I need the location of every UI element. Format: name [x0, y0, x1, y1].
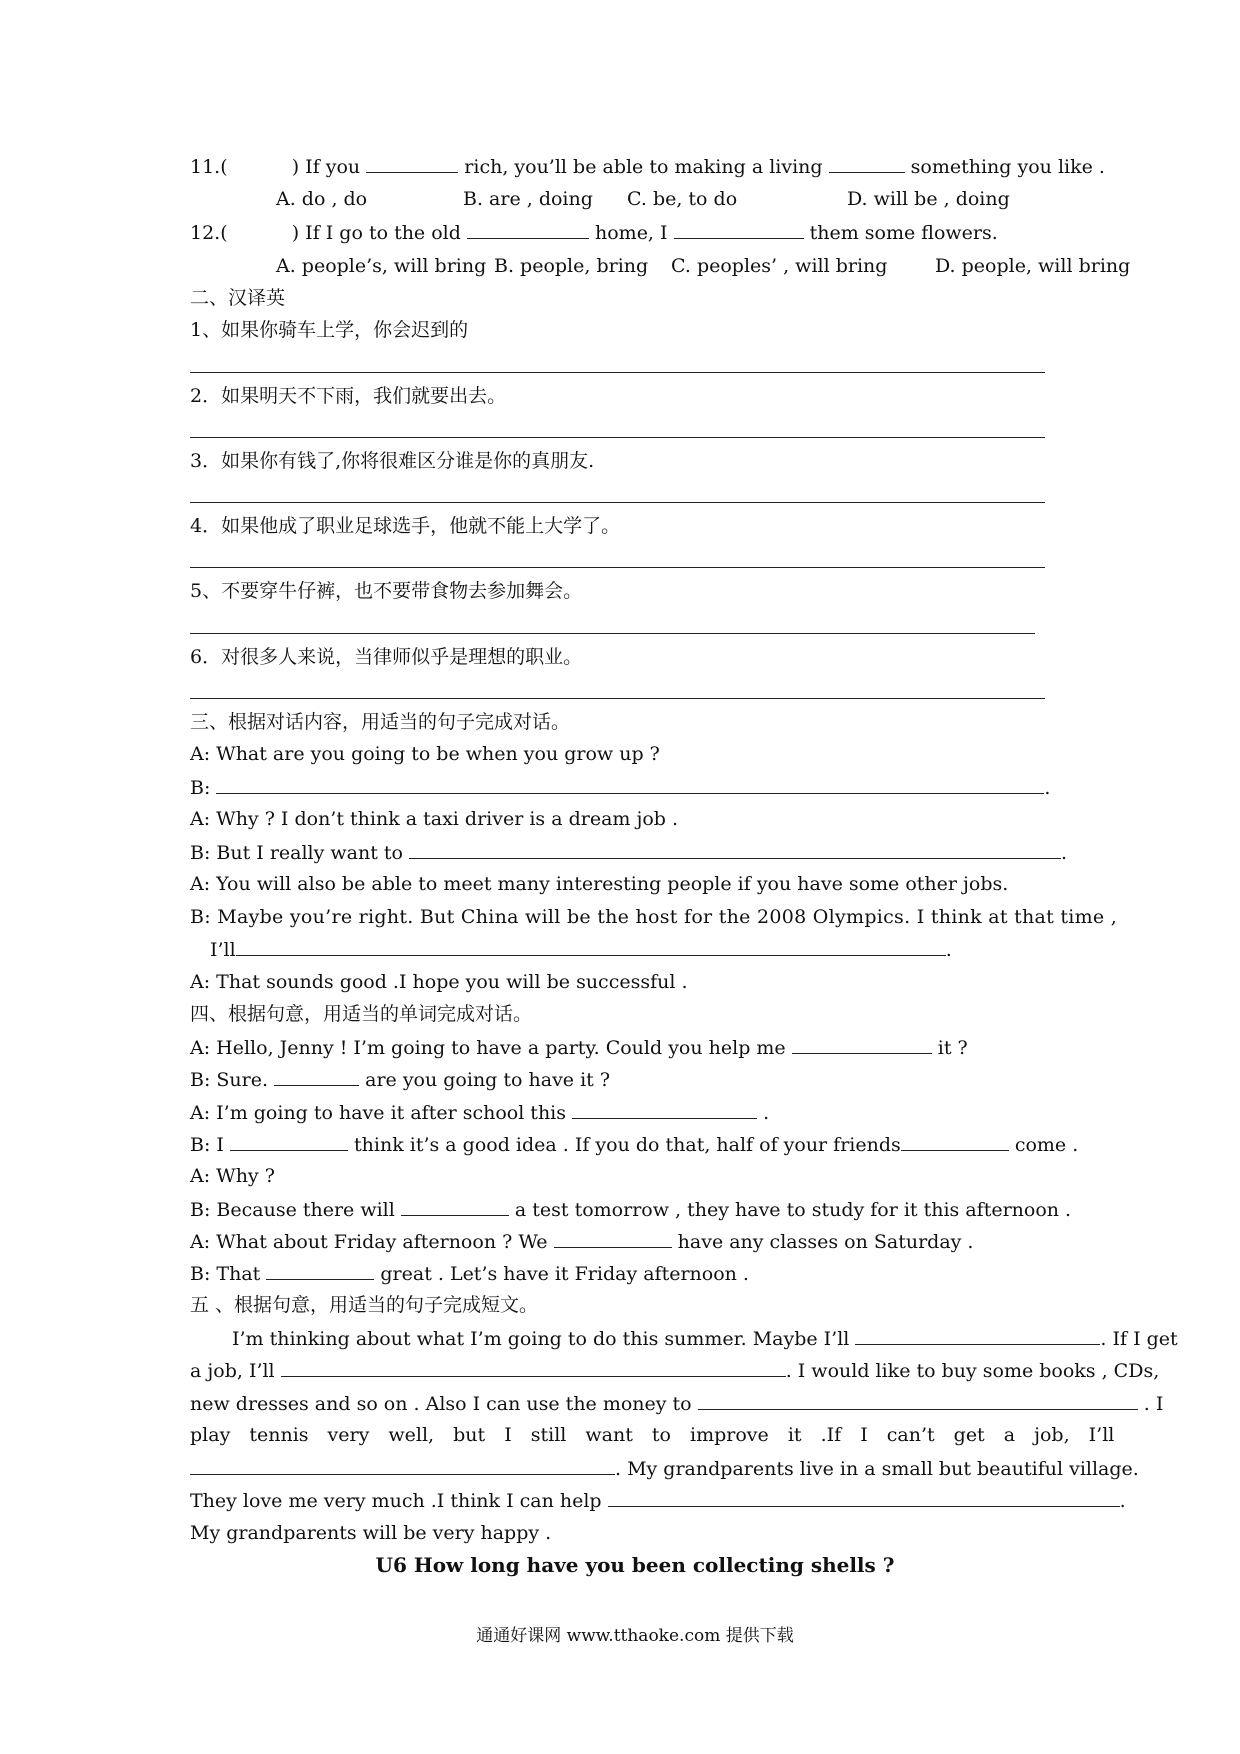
section-2-title: 二、汉译英 [190, 287, 286, 309]
section-4-title: 四、根据句意，用适当的单词完成对话。 [190, 1003, 533, 1025]
passage-line-2-text: a job, I’ll [190, 1360, 275, 1382]
passage-line-3-end: . I [1143, 1393, 1164, 1415]
translation-item-4: 4．如果他成了职业足球选手，他就不能上大学了。 [190, 515, 621, 537]
dialogue-3-line-4-text: B: But I really want to [190, 842, 403, 864]
dialogue-4-line-4-mid: think it’s a good idea . If you do that, half of your friends [354, 1134, 901, 1156]
q11-text-1: ) If you [291, 156, 361, 178]
passage-line-6-text: They love me very much .I think I can help [190, 1490, 602, 1512]
q11-blank-1 [366, 154, 458, 173]
dialogue-4-line-2-end: are you going to have it ? [365, 1069, 611, 1091]
passage-line-6 [190, 1488, 1126, 1513]
dialogue-4-blank-7 [554, 1229, 672, 1248]
dialogue-4-line-4-end: come . [1014, 1134, 1079, 1156]
dialogue-3-line-3: A: Why ? I don’t think a taxi driver is a dream job . [190, 808, 679, 830]
section-5-title: 五 、根据句意，用适当的句子完成短文。 [190, 1294, 539, 1316]
q11-text-2: rich, you’ll be able to making a living [464, 156, 823, 178]
dialogue-3-line-5: A: You will also be able to meet many interesting people if you have some other jobs. [190, 873, 1009, 895]
translation-item-6: 6．对很多人来说，当律师似乎是理想的职业。 [190, 646, 583, 668]
q11-option-a: A. do , do [276, 188, 368, 210]
dialogue-3-line-7 [210, 937, 952, 962]
dialogue-4-line-8 [190, 1261, 749, 1286]
dialogue-4-blank-8 [266, 1261, 374, 1280]
passage-blank-5 [608, 1488, 1120, 1507]
answer-line-4 [190, 567, 1045, 568]
passage-line-4: play tennis very well, but I still want to improve it .If I can’t get a job, I’ll [190, 1424, 1115, 1446]
dialogue-4-line-3 [190, 1100, 769, 1125]
translation-item-1: 1、如果你骑车上学，你会迟到的 [190, 319, 469, 341]
passage-line-1-text: I’m thinking about what I’m going to do this summer. Maybe I’ll [232, 1328, 850, 1350]
translation-item-5: 5、不要穿牛仔裤，也不要带食物去参加舞会。 [190, 580, 583, 602]
q12-number: 12.( [190, 222, 228, 244]
answer-line-5 [190, 633, 1035, 634]
dialogue-4-line-5: A: Why ? [190, 1165, 275, 1187]
period: . [1044, 777, 1051, 799]
dialogue-4-blank-1 [792, 1035, 932, 1054]
q11-option-b: B. are , doing [463, 188, 593, 210]
q11-number: 11.( [190, 156, 228, 178]
passage-line-5-end: . My grandparents live in a small but beautiful village. [615, 1458, 1139, 1480]
passage-line-3 [190, 1391, 1163, 1416]
q12-option-b: B. people, bring [494, 255, 649, 277]
q12-blank-2 [674, 220, 804, 239]
answer-line-6 [190, 698, 1045, 699]
passage-blank-4 [190, 1456, 615, 1475]
dialogue-3-blank-1 [216, 775, 1044, 794]
passage-line-2 [190, 1358, 1159, 1383]
q12-option-d: D. people, will bring [935, 255, 1131, 277]
q11-option-c: C. be, to do [627, 188, 738, 210]
passage-line-3-text: new dresses and so on . Also I can use the money to [190, 1393, 692, 1415]
dialogue-4-line-6-end: a test tomorrow , they have to study for it this afternoon . [514, 1199, 1072, 1221]
passage-line-7: My grandparents will be very happy . [190, 1522, 552, 1544]
dialogue-4-line-7-end: have any classes on Saturday . [677, 1231, 974, 1253]
translation-item-2: 2．如果明天不下雨，我们就要出去。 [190, 385, 507, 407]
passage-line-2-end: . I would like to buy some books , CDs, [785, 1360, 1160, 1382]
dialogue-3-line-4 [190, 840, 1067, 865]
dialogue-3-line-2 [190, 775, 1050, 800]
dialogue-4-line-6-text: B: Because there will [190, 1199, 395, 1221]
period: . [763, 1102, 770, 1124]
q12-option-a: A. people’s, will bring [276, 255, 487, 277]
dialogue-4-line-2-text: B: Sure. [190, 1069, 269, 1091]
q12-text-1: ) If I go to the old [291, 222, 461, 244]
dialogue-4-blank-4 [230, 1132, 348, 1151]
q11-text-3: something you like . [910, 156, 1105, 178]
translation-item-3: 3．如果你有钱了,你将很难区分谁是你的真朋友. [190, 450, 595, 472]
dialogue-3-blank-2 [409, 840, 1061, 859]
answer-line-3 [190, 502, 1045, 503]
speaker-b: B: [190, 777, 211, 799]
q12-option-c: C. peoples’ , will bring [671, 255, 888, 277]
passage-line-1-end: . If I get [1100, 1328, 1178, 1350]
dialogue-3-line-7-text: I’ll [210, 939, 236, 961]
passage-blank-3 [698, 1391, 1138, 1410]
q12-blank-1 [467, 220, 589, 239]
dialogue-4-blank-5 [901, 1132, 1009, 1151]
dialogue-3-line-8: A: That sounds good .I hope you will be successful . [190, 971, 688, 993]
dialogue-4-blank-2 [274, 1067, 359, 1086]
passage-line-5 [190, 1456, 1139, 1481]
q11-option-d: D. will be , doing [847, 188, 1010, 210]
dialogue-4-line-3-text: A: I’m going to have it after school this [190, 1102, 567, 1124]
dialogue-4-line-8-end: great . Let’s have it Friday afternoon . [380, 1263, 749, 1285]
dialogue-3-line-1: A: What are you going to be when you grow up ? [190, 743, 660, 765]
dialogue-3-blank-3 [236, 937, 946, 956]
dialogue-4-line-6 [190, 1197, 1071, 1222]
dialogue-4-line-2 [190, 1067, 610, 1092]
dialogue-4-line-4 [190, 1132, 1078, 1157]
section-3-title: 三、根据对话内容，用适当的句子完成对话。 [190, 711, 571, 733]
dialogue-4-line-7-text: A: What about Friday afternoon ? We [190, 1231, 548, 1253]
dialogue-4-line-4-text: B: I [190, 1134, 224, 1156]
period: . [945, 939, 952, 961]
period: . [1061, 842, 1068, 864]
passage-blank-1 [855, 1326, 1100, 1345]
period: . [1119, 1490, 1126, 1512]
q12-text-3: them some flowers. [809, 222, 998, 244]
question-12 [190, 220, 998, 245]
dialogue-4-line-1 [190, 1035, 968, 1060]
dialogue-3-line-6: B: Maybe you’re right. But China will be the host for the 2008 Olympics. I think at that time , [190, 906, 1118, 928]
passage-blank-2 [281, 1358, 786, 1377]
dialogue-4-blank-3 [572, 1100, 757, 1119]
answer-line-1 [190, 372, 1045, 373]
q11-blank-2 [829, 154, 905, 173]
dialogue-4-blank-6 [401, 1197, 509, 1216]
q12-text-2: home, I [595, 222, 668, 244]
question-11 [190, 154, 1105, 179]
footer-source: 通通好课网 www.tthaoke.com 提供下载 [476, 1626, 794, 1646]
unit-title: U6 How long have you been collecting shells ? [375, 1553, 895, 1577]
passage-line-1 [232, 1326, 1178, 1351]
dialogue-4-line-8-text: B: That [190, 1263, 261, 1285]
answer-line-2 [190, 437, 1045, 438]
dialogue-4-line-1-end: it ? [937, 1037, 968, 1059]
dialogue-4-line-1-text: A: Hello, Jenny ! I’m going to have a party. Could you help me [190, 1037, 786, 1059]
dialogue-4-line-7 [190, 1229, 973, 1254]
